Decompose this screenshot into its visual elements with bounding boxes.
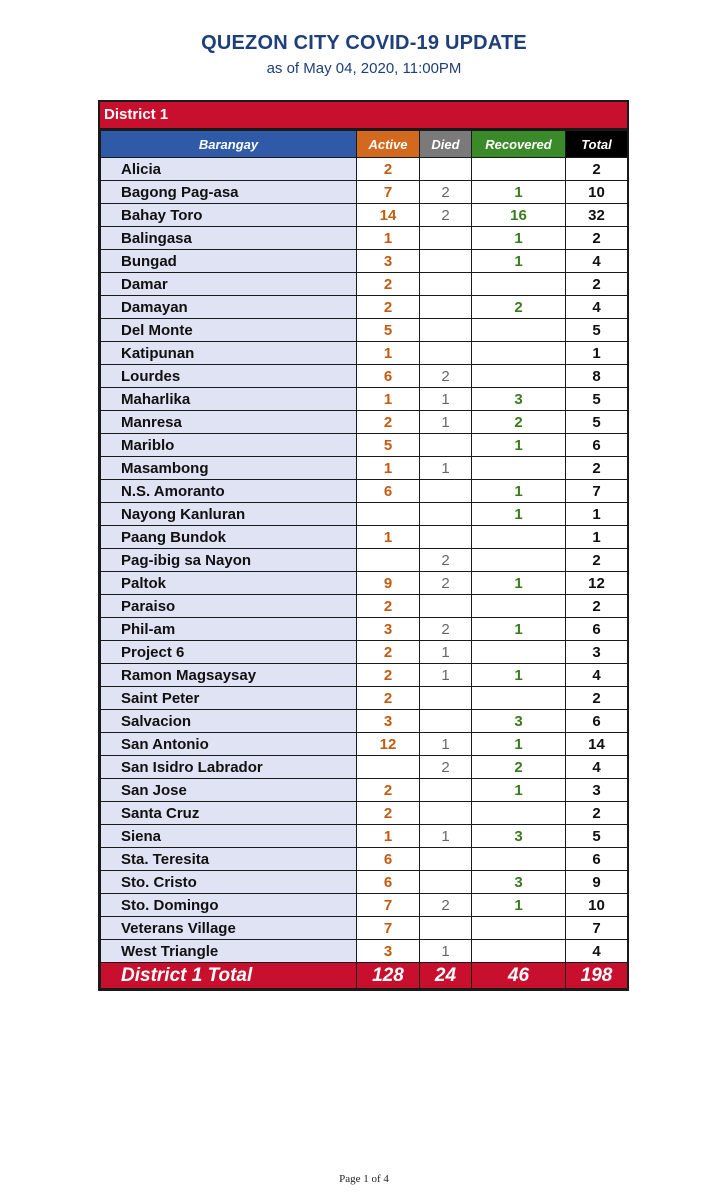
cell-barangay: Damayan [101, 296, 357, 319]
cell-barangay: Manresa [101, 411, 357, 434]
cell-recovered: 1 [472, 503, 566, 526]
table-row [101, 526, 628, 549]
cell-died: 2 [420, 894, 472, 917]
cell-total: 2 [566, 457, 628, 480]
cell-recovered [472, 549, 566, 572]
cell-active: 1 [357, 342, 420, 365]
cell-recovered: 1 [472, 779, 566, 802]
cell-barangay: Sta. Teresita [101, 848, 357, 871]
table-row [101, 641, 628, 664]
cell-died: 2 [420, 204, 472, 227]
cell-barangay: Katipunan [101, 342, 357, 365]
cell-total: 6 [566, 710, 628, 733]
cell-recovered: 1 [472, 733, 566, 756]
table-row [101, 687, 628, 710]
cell-died [420, 250, 472, 273]
cell-active: 6 [357, 848, 420, 871]
table-body [101, 158, 628, 963]
cell-active: 9 [357, 572, 420, 595]
table-row [101, 756, 628, 779]
table-row [101, 273, 628, 296]
table-row [101, 894, 628, 917]
cell-recovered [472, 848, 566, 871]
page-title: QUEZON CITY COVID-19 UPDATE [201, 32, 527, 54]
cell-active: 1 [357, 526, 420, 549]
cell-recovered: 2 [472, 756, 566, 779]
table-row [101, 204, 628, 227]
cell-barangay: Phil-am [101, 618, 357, 641]
district-total-total: 198 [566, 963, 628, 989]
district-total-died: 24 [420, 963, 472, 989]
cell-barangay: Maharlika [101, 388, 357, 411]
cell-total: 7 [566, 917, 628, 940]
cell-died: 1 [420, 388, 472, 411]
table-row [101, 434, 628, 457]
cell-total: 2 [566, 687, 628, 710]
cell-recovered: 2 [472, 411, 566, 434]
cell-died [420, 342, 472, 365]
cell-died: 1 [420, 940, 472, 963]
cell-died [420, 227, 472, 250]
cell-active: 6 [357, 871, 420, 894]
cell-total: 4 [566, 756, 628, 779]
cell-died [420, 158, 472, 181]
cell-died: 2 [420, 572, 472, 595]
table-row [101, 296, 628, 319]
cell-died [420, 917, 472, 940]
column-header-row [101, 131, 628, 158]
table-row [101, 595, 628, 618]
table-row [101, 181, 628, 204]
cell-total: 6 [566, 848, 628, 871]
cell-active: 6 [357, 365, 420, 388]
cell-total: 5 [566, 825, 628, 848]
cell-died: 1 [420, 664, 472, 687]
cell-died [420, 296, 472, 319]
cell-recovered [472, 802, 566, 825]
cell-died: 2 [420, 756, 472, 779]
cell-recovered: 1 [472, 434, 566, 457]
table-row [101, 319, 628, 342]
cell-barangay: Saint Peter [101, 687, 357, 710]
column-header-recovered: Recovered [472, 131, 566, 158]
cell-barangay: West Triangle [101, 940, 357, 963]
cell-total: 32 [566, 204, 628, 227]
cell-recovered [472, 319, 566, 342]
cell-total: 7 [566, 480, 628, 503]
cell-total: 2 [566, 802, 628, 825]
table-row [101, 871, 628, 894]
cell-died: 2 [420, 365, 472, 388]
cell-barangay: Siena [101, 825, 357, 848]
cell-died [420, 595, 472, 618]
cell-barangay: N.S. Amoranto [101, 480, 357, 503]
cell-active: 2 [357, 779, 420, 802]
cell-active: 14 [357, 204, 420, 227]
cell-barangay: Mariblo [101, 434, 357, 457]
cell-total: 12 [566, 572, 628, 595]
cell-active [357, 756, 420, 779]
table-row [101, 457, 628, 480]
cell-recovered: 1 [472, 250, 566, 273]
cell-recovered [472, 917, 566, 940]
cell-total: 10 [566, 894, 628, 917]
cell-barangay: Sto. Cristo [101, 871, 357, 894]
cell-barangay: Del Monte [101, 319, 357, 342]
table-row [101, 733, 628, 756]
cell-died: 1 [420, 733, 472, 756]
barangay-table [100, 130, 628, 989]
cell-died: 2 [420, 181, 472, 204]
cell-total: 3 [566, 641, 628, 664]
cell-total: 2 [566, 595, 628, 618]
cell-recovered: 1 [472, 227, 566, 250]
cell-died [420, 503, 472, 526]
cell-died [420, 687, 472, 710]
cell-active: 3 [357, 250, 420, 273]
cell-active: 1 [357, 457, 420, 480]
cell-active: 7 [357, 181, 420, 204]
cell-total: 9 [566, 871, 628, 894]
cell-died: 1 [420, 411, 472, 434]
cell-died [420, 710, 472, 733]
cell-active [357, 503, 420, 526]
cell-total: 2 [566, 273, 628, 296]
cell-active: 2 [357, 411, 420, 434]
cell-barangay: Masambong [101, 457, 357, 480]
table-row [101, 388, 628, 411]
cell-died [420, 480, 472, 503]
cell-active: 7 [357, 894, 420, 917]
table-row [101, 779, 628, 802]
cell-total: 6 [566, 434, 628, 457]
cell-active: 1 [357, 388, 420, 411]
cell-barangay: Project 6 [101, 641, 357, 664]
cell-recovered: 1 [472, 572, 566, 595]
cell-active: 2 [357, 296, 420, 319]
cell-recovered [472, 641, 566, 664]
cell-died [420, 802, 472, 825]
page-subtitle: as of May 04, 2020, 11:00PM [266, 60, 462, 77]
cell-recovered [472, 273, 566, 296]
cell-total: 10 [566, 181, 628, 204]
cell-active: 1 [357, 227, 420, 250]
cell-active: 12 [357, 733, 420, 756]
cell-died: 2 [420, 549, 472, 572]
cell-total: 5 [566, 411, 628, 434]
cell-recovered: 1 [472, 480, 566, 503]
cell-recovered: 3 [472, 710, 566, 733]
table-row [101, 664, 628, 687]
table-row [101, 503, 628, 526]
column-header-total: Total [566, 131, 628, 158]
cell-died [420, 319, 472, 342]
table-row [101, 365, 628, 388]
table-row [101, 848, 628, 871]
table-row [101, 411, 628, 434]
cell-barangay: Paang Bundok [101, 526, 357, 549]
cell-active: 2 [357, 664, 420, 687]
district-total-active: 128 [357, 963, 420, 989]
cell-barangay: Paltok [101, 572, 357, 595]
cell-active: 1 [357, 825, 420, 848]
column-header-active: Active [357, 131, 420, 158]
cell-recovered: 3 [472, 871, 566, 894]
cell-total: 14 [566, 733, 628, 756]
cell-total: 1 [566, 503, 628, 526]
table-row [101, 480, 628, 503]
cell-total: 4 [566, 250, 628, 273]
cell-total: 1 [566, 526, 628, 549]
table-row [101, 158, 628, 181]
cell-died [420, 871, 472, 894]
cell-barangay: Salvacion [101, 710, 357, 733]
cell-barangay: Lourdes [101, 365, 357, 388]
cell-barangay: Ramon Magsaysay [101, 664, 357, 687]
cell-recovered [472, 342, 566, 365]
table-row [101, 549, 628, 572]
cell-barangay: Pag-ibig sa Nayon [101, 549, 357, 572]
cell-recovered: 3 [472, 388, 566, 411]
cell-recovered: 1 [472, 664, 566, 687]
cell-total: 4 [566, 296, 628, 319]
cell-active: 5 [357, 319, 420, 342]
cell-barangay: Balingasa [101, 227, 357, 250]
cell-recovered: 1 [472, 894, 566, 917]
page-number: Page 1 of 4 [339, 1173, 389, 1185]
cell-active: 6 [357, 480, 420, 503]
district-total-label: District 1 Total [101, 963, 357, 989]
cell-barangay: San Antonio [101, 733, 357, 756]
district-total-recovered: 46 [472, 963, 566, 989]
cell-died: 1 [420, 825, 472, 848]
cell-total: 4 [566, 940, 628, 963]
cell-barangay: Paraiso [101, 595, 357, 618]
cell-died: 1 [420, 457, 472, 480]
cell-total: 8 [566, 365, 628, 388]
cell-recovered [472, 687, 566, 710]
table-row [101, 710, 628, 733]
cell-recovered [472, 158, 566, 181]
cell-total: 4 [566, 664, 628, 687]
cell-active: 3 [357, 940, 420, 963]
table-row [101, 940, 628, 963]
cell-active: 2 [357, 273, 420, 296]
cell-barangay: Bungad [101, 250, 357, 273]
cell-active: 2 [357, 595, 420, 618]
cell-total: 3 [566, 779, 628, 802]
cell-barangay: San Jose [101, 779, 357, 802]
table-row [101, 825, 628, 848]
cell-total: 2 [566, 227, 628, 250]
table-row [101, 572, 628, 595]
cell-recovered: 1 [472, 618, 566, 641]
table-row [101, 250, 628, 273]
cell-recovered [472, 595, 566, 618]
district-header: District 1 [100, 102, 627, 130]
column-header-died: Died [420, 131, 472, 158]
cell-total: 1 [566, 342, 628, 365]
cell-recovered [472, 526, 566, 549]
table-row [101, 802, 628, 825]
cell-active: 3 [357, 618, 420, 641]
cell-recovered: 3 [472, 825, 566, 848]
cell-barangay: Veterans Village [101, 917, 357, 940]
cell-active: 2 [357, 158, 420, 181]
cell-died [420, 526, 472, 549]
cell-active: 5 [357, 434, 420, 457]
cell-barangay: Alicia [101, 158, 357, 181]
cell-barangay: Sto. Domingo [101, 894, 357, 917]
cell-recovered [472, 940, 566, 963]
district-total-row [101, 963, 628, 989]
cell-died: 2 [420, 618, 472, 641]
cell-active: 2 [357, 641, 420, 664]
cell-died: 1 [420, 641, 472, 664]
cell-total: 5 [566, 388, 628, 411]
cell-recovered [472, 457, 566, 480]
cell-died [420, 434, 472, 457]
cell-died [420, 779, 472, 802]
cell-total: 5 [566, 319, 628, 342]
cell-barangay: Bahay Toro [101, 204, 357, 227]
cell-active: 2 [357, 687, 420, 710]
cell-barangay: Bagong Pag-asa [101, 181, 357, 204]
cell-barangay: San Isidro Labrador [101, 756, 357, 779]
cell-recovered: 16 [472, 204, 566, 227]
cell-recovered: 1 [472, 181, 566, 204]
cell-total: 2 [566, 549, 628, 572]
cell-barangay: Nayong Kanluran [101, 503, 357, 526]
cell-died [420, 848, 472, 871]
table-row [101, 342, 628, 365]
cell-barangay: Santa Cruz [101, 802, 357, 825]
cell-died [420, 273, 472, 296]
cell-recovered: 2 [472, 296, 566, 319]
cell-active [357, 549, 420, 572]
cell-barangay: Damar [101, 273, 357, 296]
cell-total: 2 [566, 158, 628, 181]
cell-active: 7 [357, 917, 420, 940]
cell-recovered [472, 365, 566, 388]
cell-active: 2 [357, 802, 420, 825]
district-table-container [98, 100, 629, 991]
cell-total: 6 [566, 618, 628, 641]
table-row [101, 618, 628, 641]
table-row [101, 227, 628, 250]
table-row [101, 917, 628, 940]
cell-active: 3 [357, 710, 420, 733]
column-header-barangay: Barangay [101, 131, 357, 158]
